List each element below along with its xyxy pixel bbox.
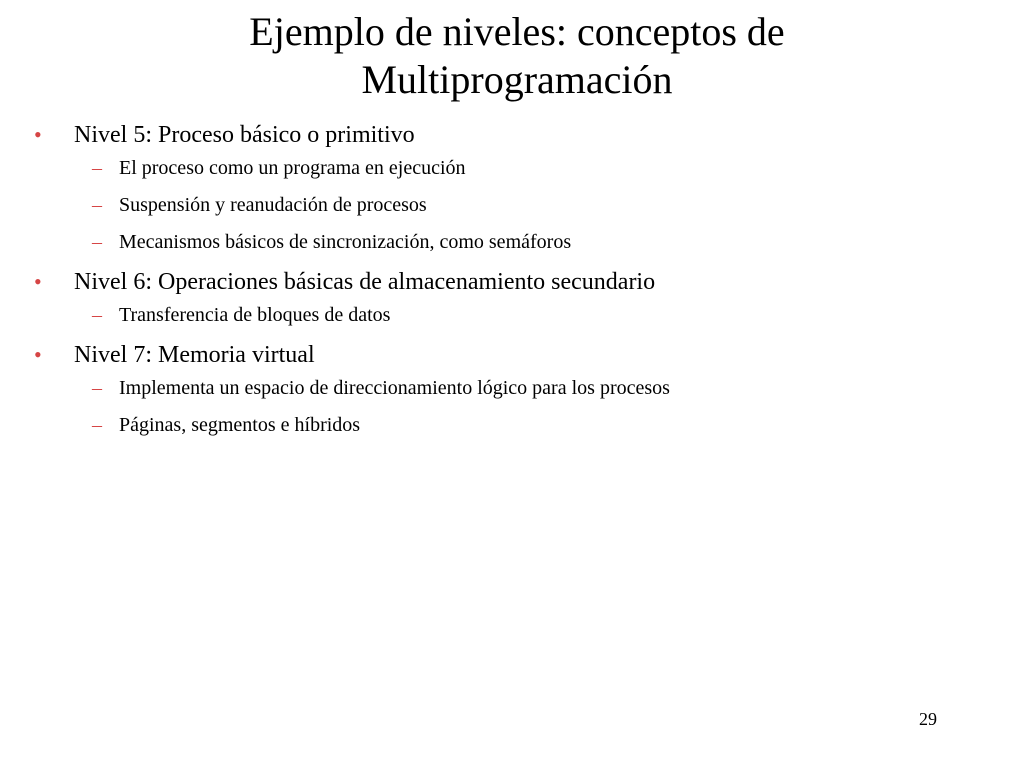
sub-item-text: Páginas, segmentos e híbridos [119,414,361,436]
list-item-level-5 [34,119,994,255]
dash-icon: – [92,194,102,216]
title-line-1: Ejemplo de niveles: conceptos de [249,9,785,54]
dash-icon: – [92,304,102,326]
list-item-level-6 [34,266,994,328]
sub-list [74,375,994,438]
sub-item-text: Mecanismos básicos de sincronización, como semáforos [119,231,572,253]
title-line-2: Multiprogramación [361,57,673,102]
dash-icon: – [92,377,102,399]
bullet-list [34,119,994,449]
bullet-icon: • [34,269,42,294]
sub-item-text: Implementa un espacio de direccionamiento lógico para los procesos [119,377,670,399]
item-text: Nivel 6: Operaciones básicas de almacenamiento secundario [74,269,656,295]
dash-icon: – [92,157,102,179]
sub-item [74,302,994,328]
sub-list [74,302,994,328]
sub-item-text: El proceso como un programa en ejecución [119,157,466,179]
bullet-icon: • [34,342,42,367]
sub-item [74,375,994,401]
dash-icon: – [92,231,102,253]
sub-item [74,155,994,181]
slide-title [0,8,1024,104]
bullet-icon: • [34,122,42,147]
sub-item [74,412,994,438]
dash-icon: – [92,414,102,436]
sub-item [74,229,994,255]
sub-list [74,155,994,255]
sub-item-text: Suspensión y reanudación de procesos [119,194,427,216]
page-number: 29 [919,709,937,729]
sub-item [74,192,994,218]
item-text: Nivel 5: Proceso básico o primitivo [74,122,415,148]
list-item-level-7 [34,339,994,438]
sub-item-text: Transferencia de bloques de datos [119,304,391,326]
item-text: Nivel 7: Memoria virtual [74,342,315,368]
